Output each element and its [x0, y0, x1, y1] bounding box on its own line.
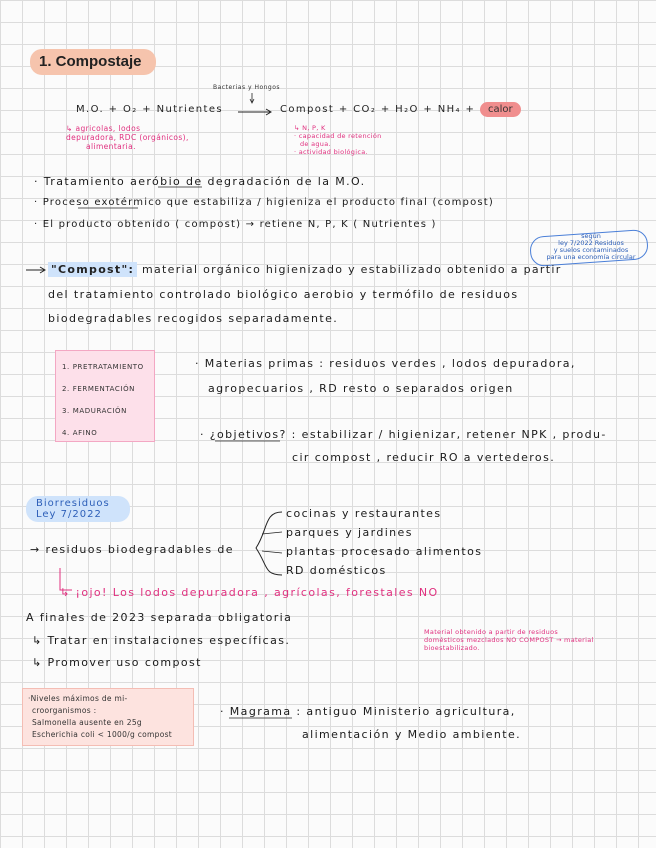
finales-line2: ↳ Tratar en instalaciones específicas.: [32, 634, 291, 647]
compost-definition-line3: biodegradables recogidos separadamente.: [48, 312, 339, 325]
biorresiduos-item: plantas procesado alimentos: [286, 545, 483, 558]
objetivos-line2: cir compost , reducir RO a vertederos.: [292, 451, 556, 464]
microorganismos-box: ·Niveles máximos de mi- croorganismos : Salmonella ausente en 25g Escherichia coli < 1000/g compost: [22, 688, 194, 746]
finales-line1: A finales de 2023 separada obligatoria: [26, 611, 293, 624]
materias-line1: · Materias primas : residuos verdes , lodos depuradora,: [195, 357, 576, 370]
bullet-nutrientes: · El producto obtenido ( compost) → retiene N, P, K ( Nutrientes ): [34, 219, 437, 230]
calor-badge: calor: [480, 102, 521, 117]
biorresiduos-item: cocinas y restaurantes: [286, 507, 442, 520]
compost-definition-line1: "Compost": material orgánico higienizado y estabilizado obtenido a partir: [48, 263, 562, 276]
biorresiduos-lead: → residuos biodegradables de: [30, 543, 234, 556]
page-title: 1. Compostaje: [30, 49, 156, 75]
equation-products: Compost + CO₂ + H₂O + NH₄ +: [280, 104, 476, 115]
stages-box: [55, 350, 155, 442]
biorresiduos-item: parques y jardines: [286, 526, 413, 539]
stage-item: 3. MADURACIÓN: [62, 407, 127, 415]
ley-note-text: según ley 7/2022 Residuos y suelos contaminados para una economía circular: [546, 232, 636, 261]
objetivos-line1: · ¿objetivos? : estabilizar / higienizar, retener NPK , produ-: [200, 428, 607, 441]
equation-note-inputs: ↳ agricolas, lodos depuradora, RDC (orgánicos), alimentaria.: [66, 124, 189, 151]
bullet-aerobio: · Tratamiento aeróbio de degradación de la M.O.: [34, 175, 366, 188]
equation-note-compost: ↳ N, P, K · capacidad de retención de agua. · actividad biológica.: [294, 124, 382, 156]
bioestabilizado-note: Material obtenido a partir de residuos domésticos mezclados NO COMPOST → material bioestabilizado.: [424, 628, 594, 652]
stage-item: 2. FERMENTACIÓN: [62, 385, 136, 393]
magrama-line1: · Magrama : antiguo Ministerio agricultura,: [220, 705, 516, 718]
biorresiduos-item: RD domésticos: [286, 564, 387, 577]
stage-item: 1. PRETRATAMIENTO: [62, 363, 144, 371]
biorresiduos-ley: Ley 7/2022: [36, 509, 102, 520]
equation-catalyst: Bacterias y Hongos: [213, 84, 281, 91]
stage-item: 4. AFINO: [62, 429, 98, 437]
biorresiduos-excluded: ↳ ¡ojo! Los lodos depuradora , agrícolas, forestales NO: [60, 586, 439, 599]
compost-definition-line2: del tratamiento controlado biológico aerobio y termófilo de residuos: [48, 288, 519, 301]
biorresiduos-label: Biorresiduos: [36, 498, 110, 509]
materias-line2: agropecuarios , RD resto o separados origen: [208, 382, 514, 395]
magrama-line2: alimentación y Medio ambiente.: [302, 728, 522, 741]
compost-term: "Compost":: [48, 262, 137, 277]
finales-line3: ↳ Promover uso compost: [32, 656, 202, 669]
equation-reactants: M.O. + O₂ + Nutrientes: [76, 104, 224, 115]
bullet-exotermico: · Proceso exotérmico que estabiliza / higieniza el producto final (compost): [34, 197, 495, 208]
